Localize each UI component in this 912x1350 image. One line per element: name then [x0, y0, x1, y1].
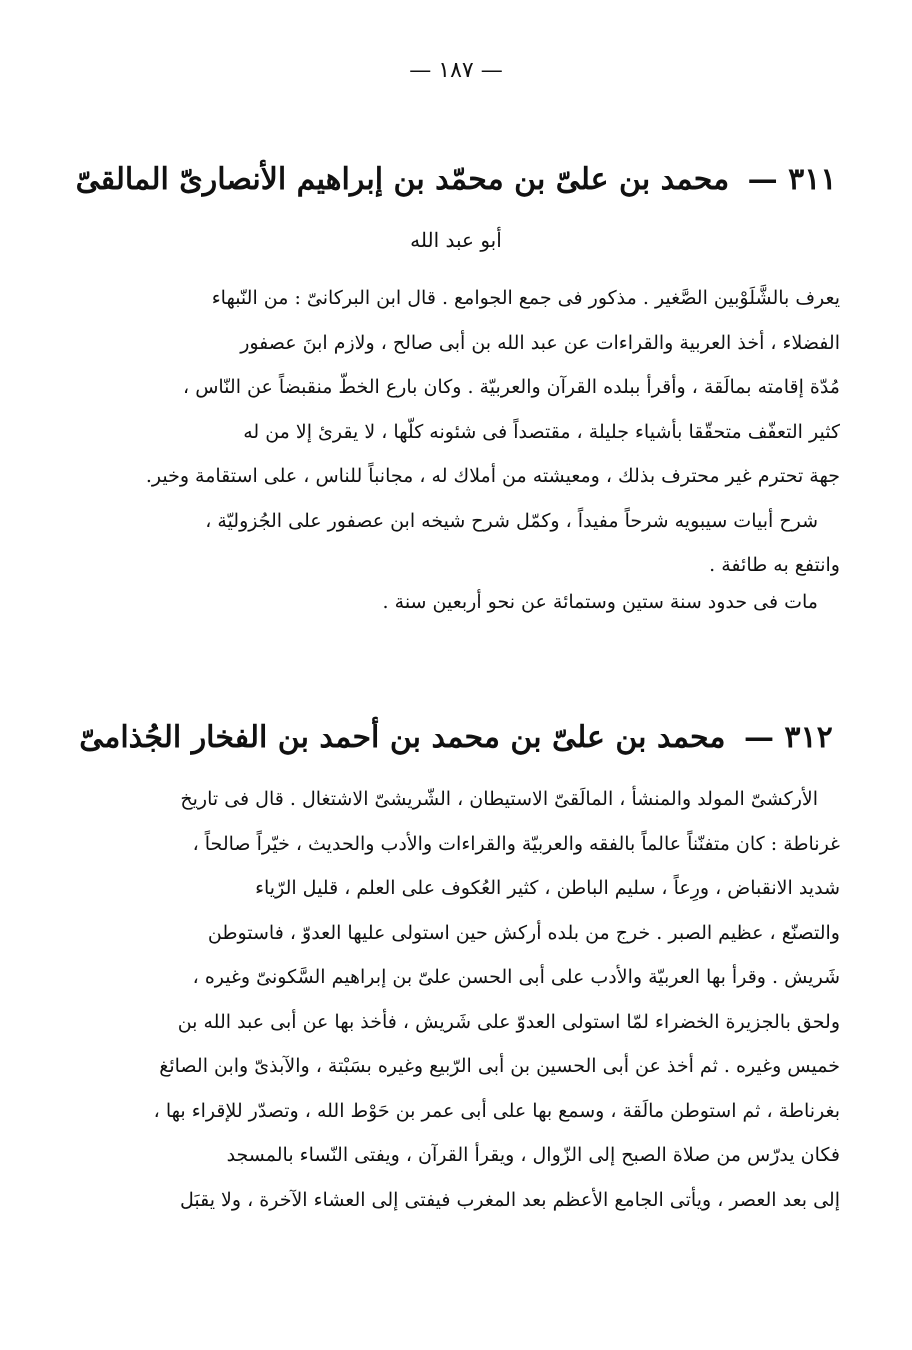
text-line: إلى بعد العصر ، ويأتى الجامع الأعظم بعد المغرب فيفتى إلى العشاء الآخرة ، ولا يقبَل [179, 1188, 840, 1211]
text-line: الأركشىّ المولد والمنشأ ، المالَقىّ الاستيطان ، الشّريشىّ الاشتغال . قال فى تاريخ [180, 788, 818, 810]
entry-312-heading [72, 718, 840, 758]
entry-311-heading [72, 160, 840, 200]
page-number: — ١٨٧ — [409, 58, 503, 83]
text-line: يعرف بالشَّلَوْبين الصَّغير . مذكور فى جمع الجوامع . قال ابن البركانىّ : من النّبهاء [211, 287, 840, 309]
text-line: فكان يدرّس من صلاة الصبح إلى الزّوال ، ويقرأ القرآن ، ويفتى النّساء بالمسجد [226, 1144, 840, 1166]
entry-311-body [72, 276, 840, 624]
text-line: ولحق بالجزيرة الخضراء لمّا استولى العدوّ على شَريش ، فأخذ بها عن أبى عبد الله بن [177, 1010, 840, 1033]
entry-312-number: ٣١٢ — [743, 720, 833, 755]
text-line: خميس وغيره . ثم أخذ عن أبى الحسين بن أبى الرّبيع وغيره بسَبْتة ، والآبذىّ وابن الصائغ [159, 1055, 840, 1077]
text-line: والتصنّع ، عظيم الصبر . خرج من بلده أركش حين استولى عليها العدوّ ، فاستوطن [207, 921, 840, 944]
text-line: جهة تحترم غير محترف بذلك ، ومعيشته من أملاك له ، مجانباً للناس ، على استقامة وخير. [145, 465, 840, 487]
entry-311-number: ٣١١ — [747, 162, 837, 197]
text-line: الفضلاء ، أخذ العربية والقراءات عن عبد الله بن أبى صالح ، ولازم ابنَ عصفور [240, 331, 840, 354]
text-line: وانتفع به طائفة . [709, 554, 840, 576]
text-line: شَريش . وقرأ بها العربيّة والأدب على أبى الحسن علىّ بن إبراهيم السَّكونىّ وغيره ، [192, 966, 840, 988]
entry-312-body [72, 777, 840, 1222]
text-line: شديد الانقباض ، ورِعاً ، سليم الباطن ، كثير العُكوف على العلم ، قليل الرّياء [255, 877, 840, 899]
text-line: غرناطة : كان متفنّناً عالماً بالفقه والعربيّة والقراءات والأدب والحديث ، خيّراً صالحاً ، [192, 832, 840, 855]
entry-312-name: محمد بن علىّ بن محمد بن أحمد بن الفخار الجُذامىّ [79, 720, 726, 755]
entry-311-name: محمد بن علىّ بن محمّد بن إبراهيم الأنصارىّ المالقىّ [75, 162, 730, 197]
text-line: شرح أبيات سيبويه شرحاً مفيداً ، وكمّل شرح شيخه ابن عصفور على الجُزوليّة ، [205, 509, 818, 532]
text-line: مات فى حدود سنة ستين وستمائة عن نحو أربعين سنة . [382, 590, 818, 613]
entry-311-kunya: أبو عبد الله [410, 228, 502, 252]
text-line: مُدّة إقامته بمالَقة ، وأقرأ ببلده القرآن والعربيّة . وكان بارع الخطّ منقبضاً عن النّاس ، [183, 376, 840, 398]
text-line: بغرناطة ، ثم استوطن مالَقة ، وسمع بها على أبى عمر بن حَوْط الله ، وتصدّر للإقراء بها ، [153, 1099, 840, 1122]
text-line: كثير التعفّف متحقّقا بأشياء جليلة ، مقتصداً فى شئونه كلّها ، لا يقرئ إلا من له [243, 420, 840, 443]
